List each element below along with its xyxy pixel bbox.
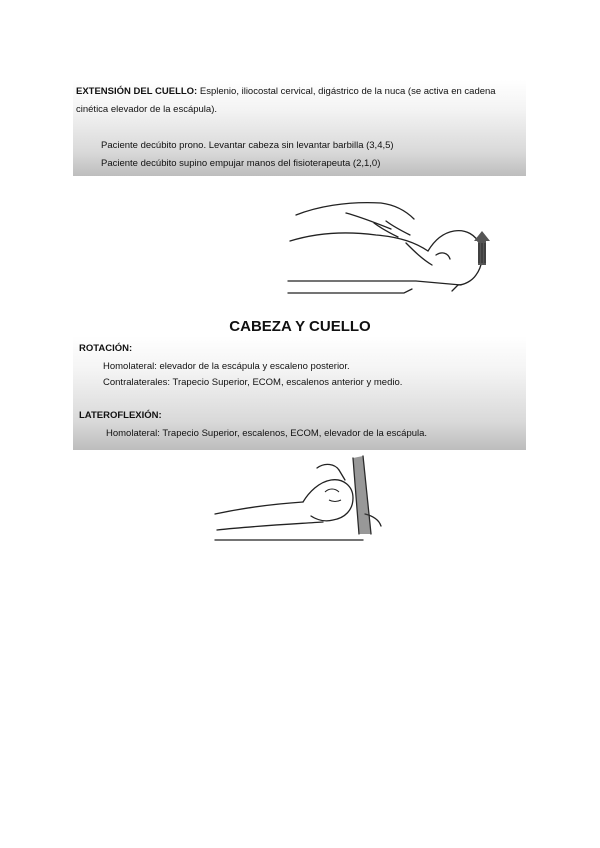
lateroflexion-heading: LATEROFLEXIÓN:	[79, 410, 162, 421]
extension-heading: EXTENSIÓN DEL CUELLO:	[76, 86, 198, 97]
extension-description-line1	[76, 86, 496, 98]
extension-description-line2: cinética elevador de la escápula).	[76, 104, 218, 115]
rotation-item-homolateral: Homolateral: elevador de la escápula y escaleno posterior.	[103, 361, 350, 372]
section-title: CABEZA Y CUELLO	[229, 318, 371, 335]
extension-description: Esplenio, iliocostal cervical, digástrico de la nuca (se activa en cadena	[197, 86, 496, 97]
supine-neck-rotation-illustration	[213, 454, 383, 550]
extension-item-supine: Paciente decúbito supino empujar manos del fisioterapeuta (2,1,0)	[101, 158, 381, 169]
lateroflexion-item-homolateral: Homolateral: Trapecio Superior, escalenos, ECOM, elevador de la escápula.	[106, 428, 428, 439]
extension-item-prone: Paciente decúbito prono. Levantar cabeza sin levantar barbilla (3,4,5)	[101, 140, 394, 151]
rotation-item-contralateral: Contralaterales: Trapecio Superior, ECOM, escalenos anterior y medio.	[103, 377, 403, 388]
prone-neck-extension-illustration	[286, 193, 498, 298]
rotation-heading: ROTACIÓN:	[79, 343, 133, 354]
